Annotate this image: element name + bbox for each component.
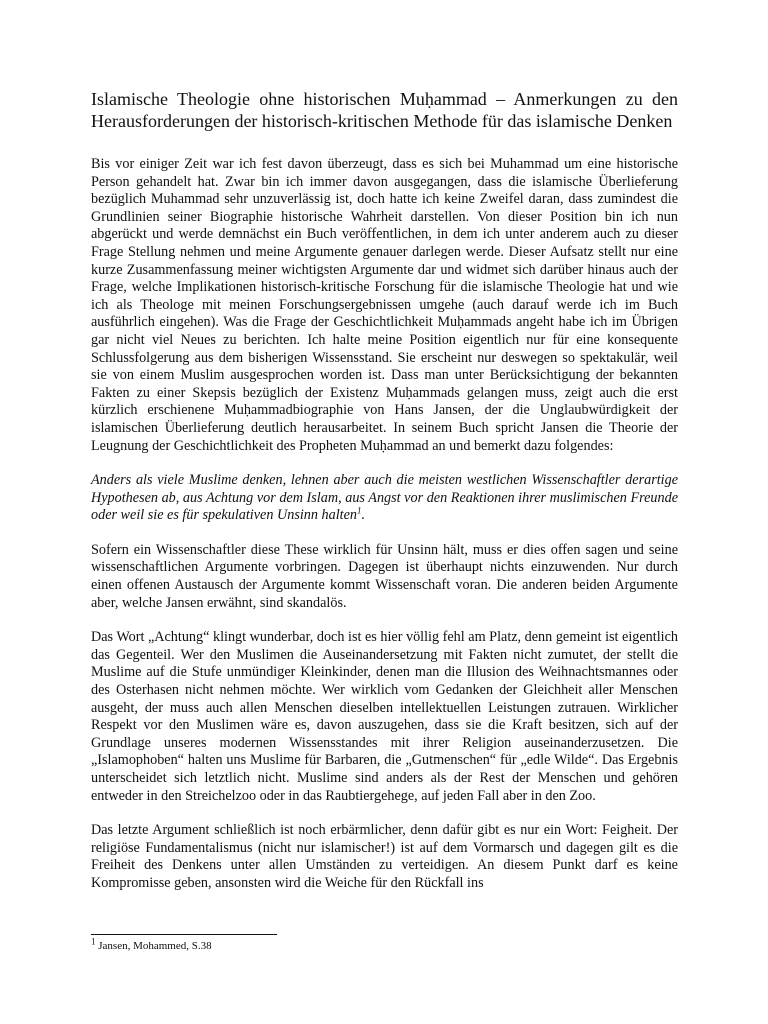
footnote-reference: 1 — [356, 505, 362, 516]
block-quote — [91, 472, 678, 525]
footnote — [91, 936, 212, 953]
paragraph-cowardice: Das letzte Argument schließlich ist noch erbärmlicher, denn dafür gibt es nur ein Wort: Feigheit. Der religiöse Fundamentalismus (nicht nur islamischer!) ist auf dem Vormarsch und dagegen gilt es die Freiheit des Denkens unter allen Umständen zu verteidigen. An diesem Punkt darf es keine Kompromisse geben, ansonsten wird die Weiche für den Rückfall ins — [91, 822, 678, 891]
document-title: Islamische Theologie ohne historischen Muḥammad – Anmerkungen zu den Herausforderungen der historisch-kritischen Methode für das islamische Denken — [91, 89, 678, 131]
footnote-number: 1 — [91, 936, 96, 947]
paragraph-intro: Bis vor einiger Zeit war ich fest davon überzeugt, dass es sich bei Muhammad um eine historische Person gehandelt hat. Zwar bin ich immer davon ausgegangen, dass die islamische Überlieferung bezüglich Muhammad sehr unzuverlässig ist, doch hatte ich keine Zweifel daran, dass zumindest die Grundlinien seiner Biographie historische Wahrheit darstellen. Von dieser Position bin ich nun abgerückt und werde demnächst ein Buch veröffentlichen, in dem ich unter anderem auch zu dieser Frage Stellung nehmen und meine Argumente genauer darlegen werde. Dieser Aufsatz stellt nur eine kurze Zusammenfassung meiner wichtigsten Argumente dar und widmet sich darüber hinaus auch der Frage, welche Implikationen historisch-kritische Forschung für die islamische Theologie hat und wie ich als Theologe mit meinen Forschungsergebnissen umgehe (auch darauf werde ich im Buch ausführlich eingehen). Was die Frage der Geschichtlichkeit Muḥammads angeht habe ich im Übrigen gar nicht viel Neues zu berichten. Ich halte meine Position eigentlich nur für eine konsequente Schlussfolgerung aus dem bisherigen Wissensstand. Sie erscheint nur deswegen so spektakulär, weil sie von einem Muslim ausgesprochen worden ist. Dass man unter Berücksichtigung der bekannten Fakten zu einer Skepsis bezüglich der Existenz Muḥammads gelangen muss, zeigt auch die erst kürzlich erschienene Muḥammadbiographie von Hans Jansen, der die Unglaubwürdigkeit der islamischen Überlieferung deutlich herausarbeitet. In seinem Buch spricht Jansen die Theorie der Leugnung der Geschichtlichkeit des Propheten Muḥammad an und bemerkt dazu folgendes: — [91, 156, 678, 454]
quote-text: Anders als viele Muslime denken, lehnen aber auch die meisten westlichen Wissenschaftler derartige Hypothesen ab, aus Achtung vor dem Islam, aus Angst vor den Reaktionen ihrer muslimischen Freunde oder weil sie es für spekulativen Unsinn halten — [91, 472, 678, 524]
quote-end-punctuation: . — [361, 507, 366, 524]
paragraph-respect: Das Wort „Achtung“ klingt wunderbar, doch ist es hier völlig fehl am Platz, denn gemeint ist eigentlich das Gegenteil. Wer den Muslimen die Auseinandersetzung mit Fakten nicht zumutet, der stellt die Muslime auf die Stufe unmündiger Kleinkinder, denen man die Illusion des Weihnachtsmannes oder des Osterhasen nicht nehmen möchte. Wer wirklich vom Gedanken der Gleichheit aller Menschen ausgeht, der muss auch allen Menschen dieselben intellektuellen Leistungen zutrauen. Wirklicher Respekt vor den Muslimen wäre es, davon auszugehen, dass sie die Kraft besitzen, sich auf der Grundlage unseres modernen Wissensstandes mit ihrer Religion auseinanderzusetzen. Die „Islamophoben“ halten uns Muslime für Barbaren, die „Gutmenschen“ für „edle Wilde“. Das Ergebnis unterscheidet sich letztlich nicht. Muslime sind anders als der Rest der Menschen und gehören entweder in den Streichelzoo oder in das Raubtiergehege, auf jeden Fall aber in den Zoo. — [91, 629, 678, 804]
footnote-divider — [91, 934, 277, 935]
paragraph-scientist: Sofern ein Wissenschaftler diese These wirklich für Unsinn hält, muss er dies offen sagen und seine wissenschaftlichen Argumente vorbringen. Dagegen ist überhaupt nichts einzuwenden. Nur durch einen offenen Austausch der Argumente kommt Wissenschaft voran. Die anderen beiden Argumente aber, welche Jansen erwähnt, sind skandalös. — [91, 541, 678, 611]
footnote-text: Jansen, Mohammed, S.38 — [95, 940, 212, 952]
